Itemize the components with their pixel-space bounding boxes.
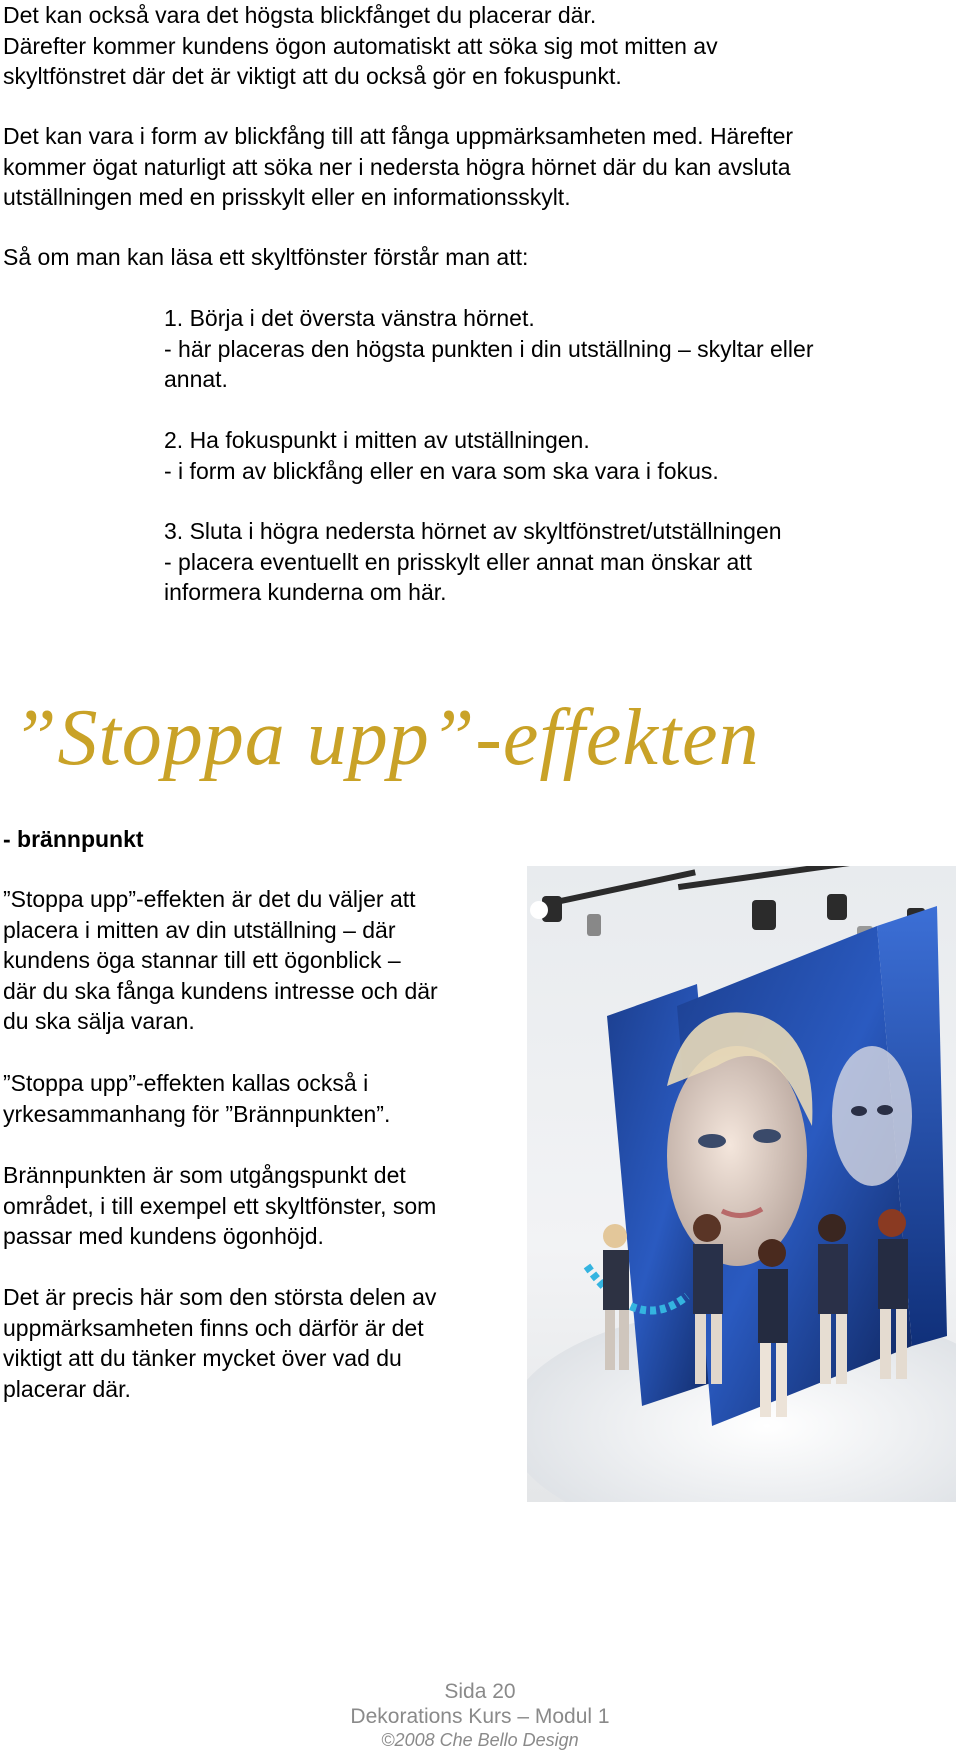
footer-page-number: Sida 20 (444, 1680, 516, 1703)
model-face-large (667, 1046, 807, 1266)
paragraph-intro (3, 0, 718, 92)
text-line: ”Stoppa upp”-effekten är det du väljer att (3, 886, 416, 912)
text-line: ”Stoppa upp”-effekten kallas också i (3, 1070, 369, 1096)
shop-window-illustration (527, 866, 956, 1502)
footer-course: Dekorations Kurs – Modul 1 (350, 1705, 610, 1728)
text-line: området, i till exempel ett skyltfönster, som (3, 1192, 437, 1219)
section-heading: ”Stoppa upp”-effekten (12, 694, 760, 782)
text-line: du ska sälja varan. (3, 1008, 195, 1034)
text-line: Det kan också vara det högsta blickfånget du placerar där. (3, 2, 597, 28)
text-line: - placera eventuellt en prisskylt eller annat man önskar att (164, 548, 753, 575)
text-line: skyltfönstret där det är viktigt att du också gör en fokuspunkt. (3, 63, 622, 89)
text-line: utställningen med en prisskylt eller en informationsskylt. (3, 184, 571, 210)
text-line: - här placeras den högsta punkten i din utställning – skyltar eller (164, 335, 814, 362)
text-line: informera kunderna om här. (164, 579, 447, 605)
text-line: 3. Sluta i högra nedersta hörnet av skyltfönstret/utställningen (164, 518, 782, 544)
paragraph-focus (3, 121, 793, 213)
text-line: placerar där. (3, 1375, 131, 1402)
list-item-1 (164, 303, 813, 395)
paragraph-uppmarksamhet (3, 1282, 436, 1404)
paragraph-brannpunkten (3, 1068, 390, 1129)
text-line: viktigt att du tänker mycket över vad du (3, 1345, 402, 1371)
text-line: placera i mitten av din utställning – där (3, 916, 396, 943)
footer-copyright: ©2008 Che Bello Design (381, 1730, 579, 1750)
text-line: kommer ögat naturligt att söka ner i nedersta högra hörnet där du kan avsluta (3, 153, 791, 180)
paragraph-stoppa-upp (3, 884, 438, 1037)
text-line: yrkesammanhang för ”Brännpunkten”. (3, 1100, 391, 1127)
text-line: passar med kundens ögonhöjd. (3, 1223, 324, 1249)
text-line: - i form av blickfång eller en vara som ska vara i fokus. (164, 457, 719, 484)
text-line: 2. Ha fokuspunkt i mitten av utställningen. (164, 427, 590, 453)
text-line: Därefter kommer kundens ögon automatiskt att söka sig mot mitten av (3, 32, 718, 59)
model-face-small (832, 1046, 912, 1186)
text-line: Brännpunkten är som utgångspunkt det (3, 1162, 406, 1188)
shop-window-photo (527, 866, 956, 1502)
text-line: Så om man kan läsa ett skyltfönster förstår man att: (3, 244, 529, 270)
text-line: 1. Börja i det översta vänstra hörnet. (164, 305, 535, 331)
paragraph-read-window (3, 242, 528, 273)
section-subheading: - brännpunkt (3, 826, 144, 852)
text-line: Det kan vara i form av blickfång till att fånga uppmärksamheten med. Härefter (3, 123, 794, 149)
text-line: Det är precis här som den största delen av (3, 1284, 437, 1310)
text-line: annat. (164, 366, 228, 392)
paragraph-utgangspunkt (3, 1160, 436, 1252)
list-item-2 (164, 425, 719, 486)
list-item-3 (164, 516, 782, 608)
text-line: uppmärksamheten finns och därför är det (3, 1314, 424, 1341)
text-line: kundens öga stannar till ett ögonblick – (3, 947, 401, 973)
text-line: där du ska fånga kundens intresse och där (3, 977, 438, 1004)
